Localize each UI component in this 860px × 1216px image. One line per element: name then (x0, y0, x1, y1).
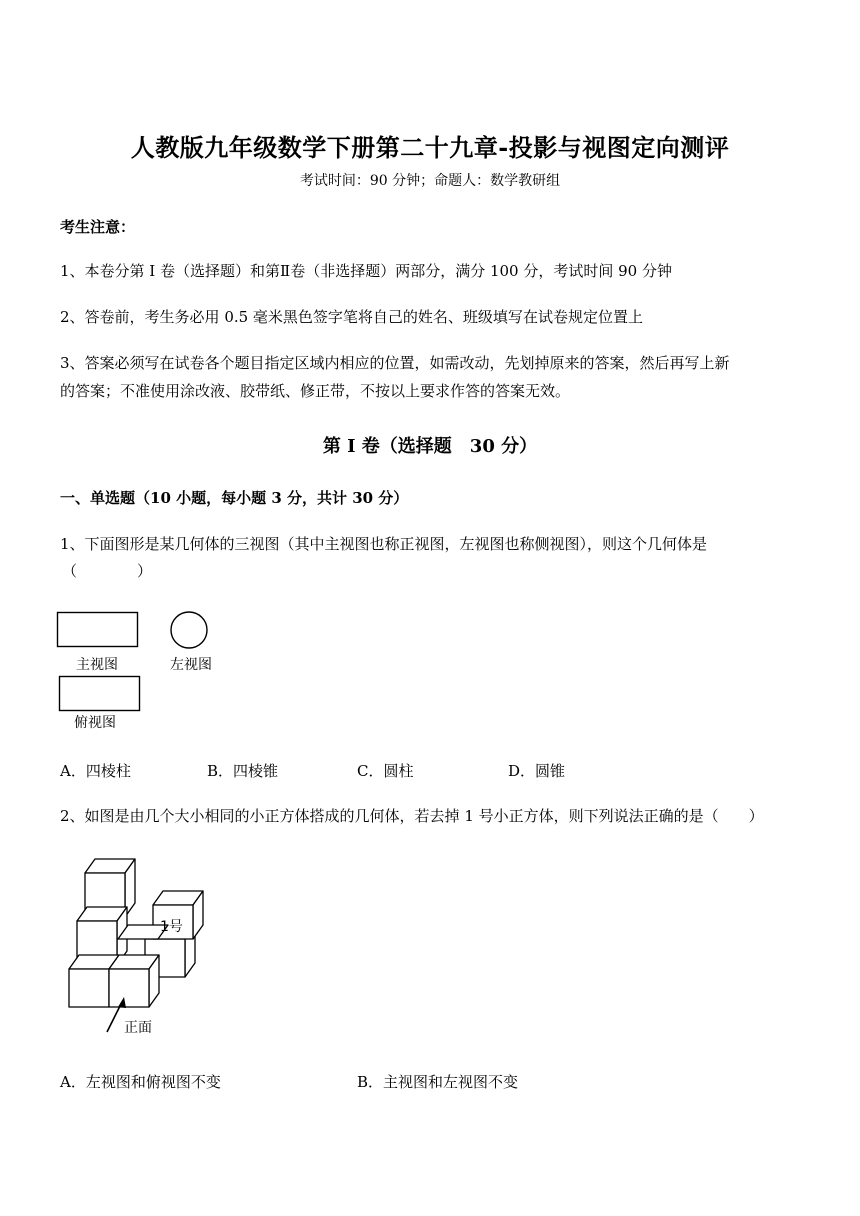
notice-item-1: 1、本卷分第 I 卷（选择题）和第Ⅱ卷（非选择题）两部分，满分 100 分，考试时间 90 分钟 (60, 262, 672, 280)
q2-stem: 2、如图是由几个大小相同的小正方体搭成的几何体，若去掉 1 号小正方体，则下列说法正确的是（ ） (60, 807, 764, 825)
section-title: 第 I 卷（选择题 30 分） (322, 436, 538, 457)
page-title: 人教版九年级数学下册第二十九章-投影与视图定向测评 (130, 133, 730, 162)
q1-option-d: D．圆锥 (508, 762, 566, 780)
left-view-circle (171, 612, 207, 648)
q1-option-b: B．四棱锥 (207, 762, 279, 780)
notice-item-3: 3、答案必须写在试卷各个题目指定区域内相应的位置，如需改动，先划掉原来的答案，然后再写上新 (60, 354, 730, 372)
q1-stem: 1、下面图形是某几何体的三视图（其中主视图也称正视图，左视图也称侧视图），则这个几何体是 (60, 535, 708, 553)
front-view-rect (58, 613, 138, 647)
q1-option-c: C．圆柱 (357, 762, 414, 780)
top-view-label: 俯视图 (74, 715, 116, 731)
notice-item-2: 2、答卷前，考生务必用 0.5 毫米黑色签字笔将自己的姓名、班级填写在试卷规定位置上 (60, 308, 643, 326)
front-view-label: 主视图 (76, 657, 118, 673)
q1-stem-blank: （ ） (62, 562, 153, 580)
q2-option-a: A．左视图和俯视图不变 (60, 1073, 221, 1091)
left-view-label: 左视图 (170, 657, 212, 673)
q2-cubes-figure (60, 850, 210, 1040)
exam-info: 考试时间：90 分钟；命题人：数学教研组 (299, 173, 561, 189)
front-direction-label: 正面 (124, 1020, 152, 1036)
q1-option-a: A．四棱柱 (60, 762, 131, 780)
notice-heading: 考生注意： (60, 218, 136, 236)
cube-1-label: 1号 (160, 919, 183, 935)
top-view-rect (60, 677, 140, 711)
notice-item-3-cont: 的答案；不准使用涂改液、胶带纸、修正带，不按以上要求作答的答案无效。 (60, 382, 571, 400)
part-heading: 一、单选题（10 小题，每小题 3 分，共计 30 分） (60, 489, 409, 507)
q2-option-b: B．主视图和左视图不变 (357, 1073, 519, 1091)
